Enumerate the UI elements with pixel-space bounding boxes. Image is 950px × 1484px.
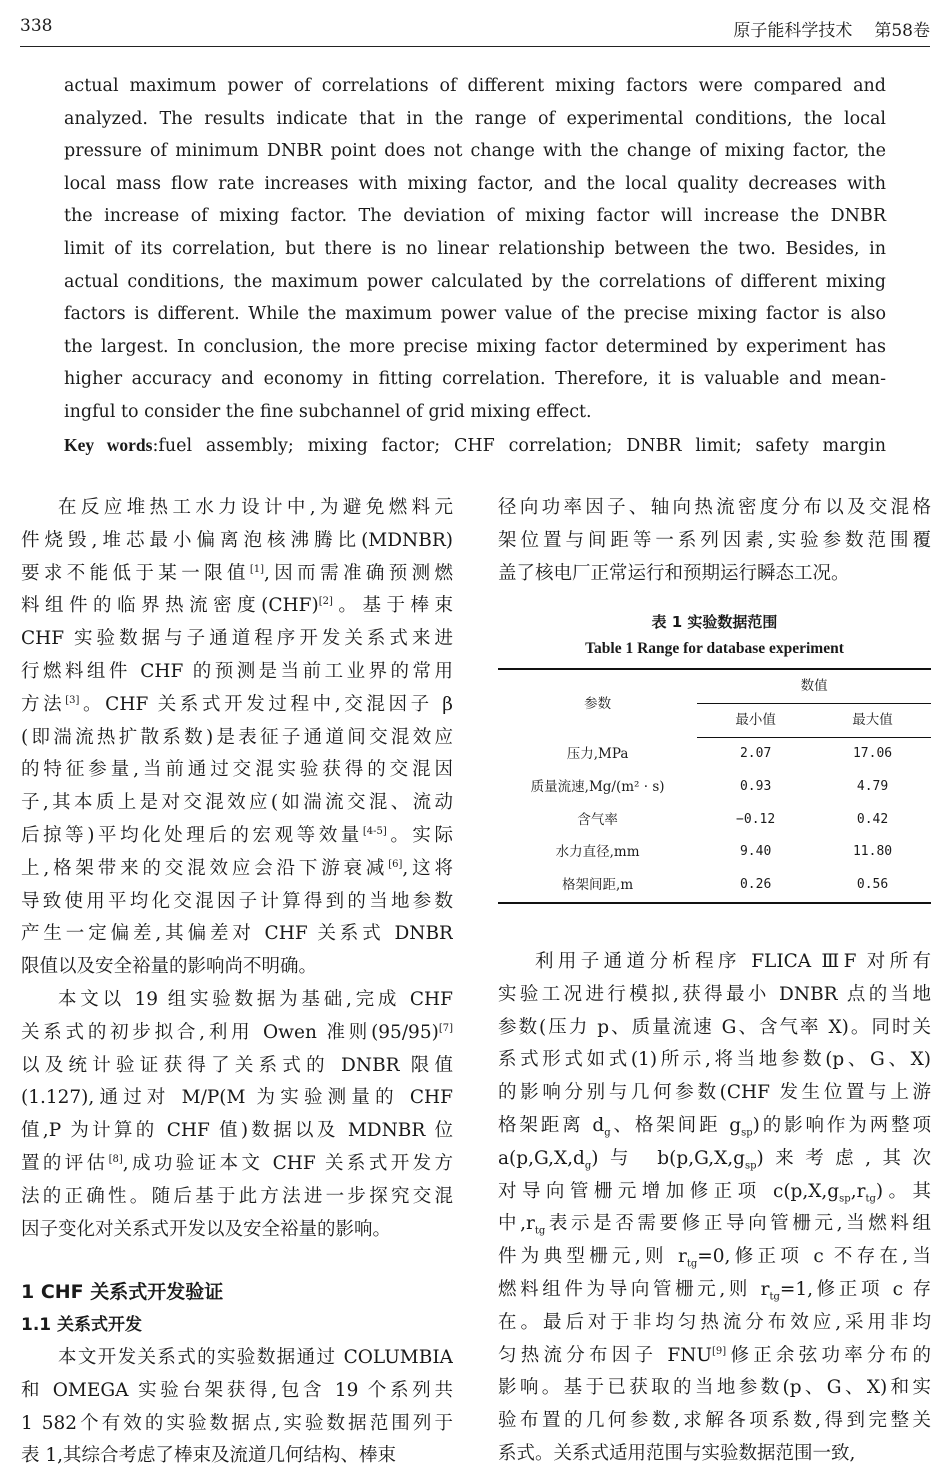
cell-param: 格架间距,m	[498, 869, 697, 903]
text-line: 件烧毁,堆芯最小偏离泡核沸腾比(MDNBR)	[21, 529, 453, 551]
text-line: $a(p,G,X,d_g)$与 $b(p,G,X,g_{sp})$来考虑,其次	[498, 1147, 931, 1172]
volume-label: 第58卷	[874, 21, 930, 41]
citation-ref: [2]	[318, 596, 333, 608]
text-segment: 。实际	[386, 824, 453, 846]
cell-max: 0.42	[856, 811, 889, 827]
abstract-line: the largest. In conclusion, the more precise mixing factor determined by experiment has	[64, 336, 886, 357]
text-line: 燃料组件为导向管栅元,则 $r_{tg}=1$,修正项 c 存	[498, 1278, 931, 1303]
abstract-lines	[64, 70, 886, 429]
keywords-sep: :	[152, 435, 159, 456]
text-line: (1.127),通过对 M/P(M 为实验测量的 CHF	[21, 1087, 453, 1109]
text-line: 和 OMEGA 实验台架获得,包含 19 个系列共	[21, 1379, 453, 1401]
header-value: 数值	[697, 669, 931, 703]
cell-max: 11.80	[852, 844, 893, 860]
text-line: 子,其本质上是对交混效应(如湍流交混、流动	[21, 792, 453, 814]
cell-min: 9.40	[739, 844, 772, 860]
text-line: 影响。基于已获取的当地参数(p、G、X)和实	[498, 1377, 931, 1399]
left-paragraph-1	[21, 492, 453, 984]
text-line: 1 582个有效的实验数据点,实验数据范围列于	[21, 1412, 453, 1434]
text-segment: ,成功验证本文 CHF 关系式开发方	[122, 1152, 453, 1174]
abstract-line: higher accuracy and economy in fitting correlation. Therefore, it is valuable and mean-	[64, 369, 886, 390]
table-row	[498, 804, 931, 837]
text-line: 架位置与间距等一系列因素,实验参数范围覆	[498, 529, 931, 551]
text-line	[21, 853, 453, 886]
cell-min: 2.07	[739, 745, 772, 761]
abstract-line: actual maximum power of correlations of different mixing factors were compared and	[64, 76, 886, 96]
citation-ref: [6]	[388, 858, 403, 870]
abstract-line: factors is different. While the maximum power value of the precise mixing factor is also	[64, 304, 886, 325]
cell-min: 0.26	[697, 869, 814, 903]
text-segment: 。基于棒束	[332, 595, 453, 617]
text-line: 在。最后对于非均匀热流分布效应,采用非均	[498, 1311, 931, 1333]
text-line: 实验工况进行模拟,获得最小 DNBR 点的当地	[498, 983, 931, 1005]
left-column	[21, 492, 453, 1473]
text-line: 本文以 19 组实验数据为基础,完成 CHF	[58, 988, 453, 1010]
text-segment: 匀热流分布因子 FNU	[498, 1344, 713, 1366]
table-body	[498, 737, 931, 902]
citation-ref: [1]	[249, 563, 265, 575]
header-max: 最大值	[814, 704, 931, 738]
text-line: 产生一定偏差,其偏差对 CHF 关系式 DNBR	[21, 923, 453, 945]
left-paragraph-3	[21, 1342, 453, 1473]
header-rule	[20, 46, 930, 47]
table-row	[498, 737, 931, 770]
text-line: (即湍流热扩散系数)是表征子通道间交混效应	[21, 726, 453, 748]
page-header	[20, 16, 930, 42]
abstract-line: limit of its correlation, but there is no linear relationship between the two. Besides, in	[64, 238, 886, 259]
text-line: 中$,r_{tg}$表示是否需要修正导向管栅元,当燃料组	[498, 1213, 931, 1238]
table-row	[498, 869, 931, 903]
table-row	[498, 771, 931, 804]
text-segment: 关系式的初步拟合,利用 Owen 准则(95/95)	[21, 1021, 439, 1043]
text-line: 导致使用平均化交混因子计算得到的当地参数	[21, 890, 453, 912]
text-line	[498, 1340, 931, 1373]
keywords-label: Key words	[64, 434, 153, 455]
text-line: 验布置的几何参数,求解各项系数,得到完整关	[498, 1410, 931, 1432]
cell-max: 0.56	[814, 869, 931, 903]
text-line	[21, 1017, 453, 1050]
text-line: 的影响分别与几何参数(CHF 发生位置与上游	[498, 1082, 931, 1104]
right-paragraph-2	[498, 946, 931, 1471]
text-segment: 方法	[21, 693, 66, 715]
text-line: 参数(压力 p、质量流速 G、含气率 X)。同时关	[498, 1016, 931, 1038]
text-line: 值,P 为计算的 CHF 值)数据以及 MDNBR 位	[21, 1120, 453, 1142]
cell-min: 0.93	[739, 778, 772, 794]
text-line: 利用子通道分析程序 FLICA ⅢF 对所有	[535, 950, 931, 972]
cell-param: 压力,MPa	[566, 745, 629, 762]
table-caption-cn: 表 1 实验数据范围	[651, 613, 778, 632]
citation-ref: [4-5]	[362, 825, 387, 837]
text-line: 表 1,其综合考虑了棒束及流道几何结构、棒束	[21, 1445, 397, 1467]
text-line: 本文开发关系式的实验数据通过 COLUMBIA	[58, 1346, 453, 1368]
citation-ref: [9]	[712, 1345, 727, 1357]
citation-ref: [8]	[108, 1153, 123, 1165]
text-segment: 后掠等)平均化处理后的宏观等效量	[21, 824, 363, 846]
text-line: 法的正确性。随后基于此方法进一步探究交混	[21, 1185, 453, 1207]
cell-max: 17.06	[852, 745, 893, 761]
text-segment: ,因而需准确预测燃	[264, 562, 453, 584]
text-line	[21, 590, 453, 623]
text-line: 件为典型栅元,则 $r_{tg}=0$,修正项 c 不存在,当	[498, 1246, 931, 1270]
abstract-line: ingful to consider the fine subchannel of grid mixing effect.	[64, 401, 592, 422]
abstract-line: actual conditions, the maximum power calculated by the correlations of different mixing	[64, 271, 886, 292]
text-line	[21, 1148, 453, 1181]
text-line: 对导向管栅元增加修正项 $c(p,X,g_{sp},r_{tg})$。其	[498, 1180, 931, 1205]
cell-param: 水力直径,mm	[555, 844, 640, 861]
text-line: 限值以及安全裕量的影响尚不明确。	[21, 956, 318, 978]
left-paragraph-2	[21, 984, 453, 1246]
citation-ref: [3]	[65, 694, 80, 706]
text-line: 以及统计验证获得了关系式的 DNBR 限值	[21, 1054, 453, 1076]
journal-name: 原子能科学技术	[733, 21, 853, 41]
cell-param: 质量流速,Mg/(m² · s)	[530, 778, 665, 795]
abstract-line: analyzed. The results indicate that in the range of experimental conditions, the local	[64, 108, 886, 129]
text-line: 行燃料组件 CHF 的预测是当前工业界的常用	[21, 660, 453, 682]
text-line: 径向功率因子、轴向热流密度分布以及交混格	[498, 497, 931, 518]
abstract-line: the increase of mixing factor. The deviation of mixing factor will increase the DNBR	[64, 206, 886, 227]
text-segment: 。CHF 关系式开发过程中,交混因子 β	[79, 693, 453, 715]
keywords-text: fuel assembly; mixing factor; CHF correlation; DNBR limit; safety margin	[158, 435, 886, 456]
text-segment: ,这将	[402, 857, 453, 879]
right-paragraph-1	[498, 492, 931, 590]
text-segment: 要求不能低于某一限值	[21, 562, 250, 584]
table-caption-en: Table 1 Range for database experiment	[585, 640, 844, 658]
text-line: 系式。关系式适用范围与实验数据范围一致,	[498, 1442, 856, 1464]
cell-max: 4.79	[856, 778, 889, 794]
cell-param: 含气率	[577, 811, 618, 828]
text-line	[21, 689, 453, 722]
running-head	[711, 16, 930, 41]
text-line: 因子变化对关系式开发以及安全裕量的影响。	[21, 1218, 392, 1240]
header-min: 最小值	[697, 704, 814, 738]
abstract-en	[64, 70, 886, 462]
abstract-line: local mass flow rate increases with mixing factor, and the local quality decreases with	[64, 173, 886, 194]
cell-min: −0.12	[736, 811, 776, 827]
text-line	[21, 558, 453, 591]
text-line	[21, 820, 453, 853]
citation-ref: [7]	[438, 1022, 453, 1034]
data-range-table	[498, 668, 931, 904]
section-heading-1: 1 CHF 关系式开发验证	[21, 1281, 224, 1304]
subsection-heading-1-1: 1.1 关系式开发	[21, 1315, 143, 1336]
text-line: 在反应堆热工水力设计中,为避免燃料元	[58, 497, 453, 518]
table-row	[498, 836, 931, 869]
text-segment: 修正余弦功率分布的	[726, 1344, 931, 1366]
header-param: 参数	[498, 669, 697, 737]
text-line: CHF 实验数据与子通道程序开发关系式来进	[21, 628, 453, 650]
text-line: 系式形式如式(1)所示,将当地参数(p、G、X)	[498, 1049, 931, 1071]
text-segment: 上,格架带来的交混效应会沿下游衰减	[21, 857, 389, 879]
text-line: 盖了核电厂正常运行和预期运行瞬态工况。	[498, 562, 850, 584]
abstract-line: pressure of minimum DNBR point does not change with the change of mixing factor, the	[64, 141, 886, 162]
text-line: 的特征参量,当前通过交混实验获得的交混因	[21, 759, 453, 781]
keywords	[64, 429, 886, 463]
right-column	[498, 492, 931, 1471]
page-number: 338	[20, 16, 53, 36]
text-segment: 料组件的临界热流密度(CHF)	[21, 595, 319, 617]
table-1	[498, 608, 931, 904]
text-line: 格架距离 $d_g$、格架间距 $g_{sp}$)的影响作为两整项	[498, 1114, 931, 1139]
text-segment: 置的评估	[21, 1152, 109, 1174]
